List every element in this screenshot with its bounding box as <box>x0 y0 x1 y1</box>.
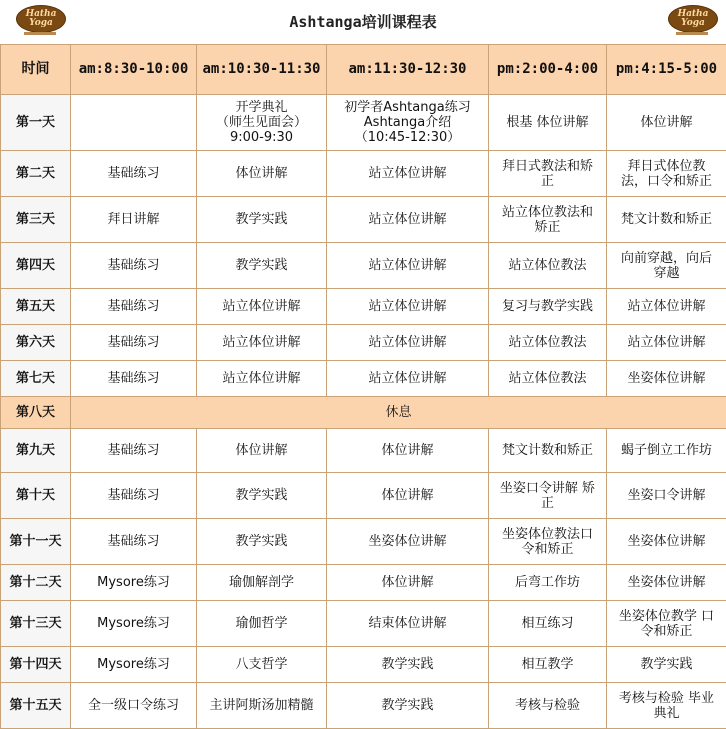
table-row <box>1 647 726 683</box>
table-cell <box>71 151 197 197</box>
cell-text: 教学实践 <box>329 657 486 672</box>
table-row <box>1 197 726 243</box>
cell-text: Mysore练习 <box>73 657 194 672</box>
cell-text: 站立体位教法 <box>491 371 604 386</box>
day-label: 第四天 <box>1 243 71 289</box>
table-row <box>1 95 726 151</box>
cell-text: 瑜伽解剖学 <box>199 575 324 590</box>
cell-text: 基础练习 <box>73 258 194 273</box>
table-cell <box>71 429 197 473</box>
cell-text: 站立体位讲解 <box>609 299 724 314</box>
table-row <box>1 361 726 397</box>
table-cell <box>71 473 197 519</box>
table-cell <box>71 361 197 397</box>
table-row <box>1 519 726 565</box>
rest-day-cell: 休息 <box>71 397 726 429</box>
table-cell <box>607 197 726 243</box>
page-title: Ashtanga培训课程表 <box>0 0 726 44</box>
cell-text: 坐姿体位讲解 <box>609 534 724 549</box>
table-cell <box>71 243 197 289</box>
table-row <box>1 565 726 601</box>
cell-text: 相互练习 <box>491 616 604 631</box>
hatha-yoga-logo-right <box>666 5 718 37</box>
schedule-table <box>0 44 726 729</box>
table-cell <box>197 647 327 683</box>
table-cell <box>607 519 726 565</box>
cell-text: 体位讲解 <box>329 575 486 590</box>
table-cell <box>327 289 489 325</box>
table-cell <box>607 361 726 397</box>
cell-text: 八支哲学 <box>199 657 324 672</box>
table-cell <box>607 565 726 601</box>
table-cell <box>71 601 197 647</box>
logo-line-1: Hatha <box>26 10 57 19</box>
cell-text: 站立体位教法 <box>491 258 604 273</box>
logo-badge <box>668 5 718 33</box>
table-cell <box>197 243 327 289</box>
cell-text: 基础练习 <box>73 534 194 549</box>
table-cell <box>327 197 489 243</box>
table-cell <box>197 325 327 361</box>
cell-text: 基础练习 <box>73 299 194 314</box>
cell-text: 教学实践 <box>199 488 324 503</box>
cell-text: 站立体位讲解 <box>329 166 486 181</box>
cell-text: 体位讲解 <box>199 443 324 458</box>
cell-text: 站立体位讲解 <box>329 299 486 314</box>
table-cell <box>607 601 726 647</box>
table-cell <box>71 519 197 565</box>
cell-text: 向前穿越，向后 穿越 <box>609 251 724 281</box>
cell-text: 坐姿口令讲解 矫 正 <box>491 481 604 511</box>
cell-text: 教学实践 <box>199 258 324 273</box>
cell-text: 开学典礼 （师生见面会） 9:00-9:30 <box>199 100 324 145</box>
table-cell <box>327 519 489 565</box>
table-cell <box>489 473 607 519</box>
table-cell <box>197 151 327 197</box>
cell-text: 站立体位教法 <box>491 335 604 350</box>
table-cell <box>71 565 197 601</box>
table-cell <box>71 289 197 325</box>
cell-text: 站立体位讲解 <box>199 335 324 350</box>
table-row <box>1 473 726 519</box>
table-cell <box>197 361 327 397</box>
table-cell <box>71 647 197 683</box>
table-cell <box>327 95 489 151</box>
cell-text: 站立体位讲解 <box>329 258 486 273</box>
cell-text: 坐姿体位讲解 <box>609 371 724 386</box>
table-cell <box>197 473 327 519</box>
table-cell <box>327 601 489 647</box>
column-header-slot-4: pm:2:00-4:00 <box>489 45 607 95</box>
cell-text: 基础练习 <box>73 488 194 503</box>
cell-text: 坐姿体位讲解 <box>609 575 724 590</box>
column-header-time: 时间 <box>1 45 71 95</box>
cell-text: 体位讲解 <box>199 166 324 181</box>
cell-text: 站立体位教法和 矫正 <box>491 205 604 235</box>
table-cell <box>197 601 327 647</box>
cell-text: 坐姿体位讲解 <box>329 534 486 549</box>
day-label: 第十天 <box>1 473 71 519</box>
table-row <box>1 289 726 325</box>
table-cell <box>197 197 327 243</box>
cell-text: 站立体位讲解 <box>199 299 324 314</box>
column-header-slot-5: pm:4:15-5:00 <box>607 45 726 95</box>
cell-text: 复习与教学实践 <box>491 299 604 314</box>
cell-text: 初学者Ashtanga练习 Ashtanga介绍 （10:45-12:30） <box>329 100 486 145</box>
day-label: 第十四天 <box>1 647 71 683</box>
day-label: 第十三天 <box>1 601 71 647</box>
table-cell <box>489 95 607 151</box>
table-cell <box>607 243 726 289</box>
table-cell <box>327 361 489 397</box>
table-cell <box>489 683 607 729</box>
table-cell <box>197 429 327 473</box>
table-cell <box>489 601 607 647</box>
cell-text: 全一级口令练习 <box>73 698 194 713</box>
table-cell <box>489 325 607 361</box>
cell-text: 教学实践 <box>199 212 324 227</box>
day-label: 第三天 <box>1 197 71 243</box>
cell-text: Mysore练习 <box>73 575 194 590</box>
day-label: 第十五天 <box>1 683 71 729</box>
cell-text: 基础练习 <box>73 166 194 181</box>
logo-line-2: Yoga <box>681 19 705 28</box>
table-cell <box>197 95 327 151</box>
cell-text: 站立体位讲解 <box>329 371 486 386</box>
table-cell <box>607 473 726 519</box>
table-cell <box>489 429 607 473</box>
table-cell <box>327 243 489 289</box>
cell-text: 站立体位讲解 <box>329 212 486 227</box>
cell-text: 根基 体位讲解 <box>491 115 604 130</box>
cell-text: 教学实践 <box>199 534 324 549</box>
cell-text: 主讲阿斯汤加精髓 <box>199 698 324 713</box>
cell-text: 蝎子倒立工作坊 <box>609 443 724 458</box>
table-cell <box>607 683 726 729</box>
cell-text: 体位讲解 <box>329 443 486 458</box>
table-cell <box>327 429 489 473</box>
cell-text: 体位讲解 <box>329 488 486 503</box>
table-cell <box>327 647 489 683</box>
logo-line-2: Yoga <box>29 19 53 28</box>
cell-text: 拜日讲解 <box>73 212 194 227</box>
cell-text: 结束体位讲解 <box>329 616 486 631</box>
cell-text: 基础练习 <box>73 335 194 350</box>
cell-text: 后弯工作坊 <box>491 575 604 590</box>
table-cell <box>489 243 607 289</box>
header-row <box>1 45 726 95</box>
cell-text: Mysore练习 <box>73 616 194 631</box>
column-header-slot-1: am:8:30-10:00 <box>71 45 197 95</box>
table-cell <box>489 647 607 683</box>
day-label: 第六天 <box>1 325 71 361</box>
table-row <box>1 601 726 647</box>
cell-text: 站立体位讲解 <box>329 335 486 350</box>
day-label: 第十二天 <box>1 565 71 601</box>
table-cell <box>71 95 197 151</box>
table-cell <box>71 325 197 361</box>
cell-text: 考核与检验 <box>491 698 604 713</box>
table-row <box>1 429 726 473</box>
day-label: 第八天 <box>1 397 71 429</box>
schedule-body <box>1 95 726 729</box>
day-label: 第九天 <box>1 429 71 473</box>
cell-text: 考核与检验 毕业 典礼 <box>609 691 724 721</box>
table-cell <box>327 565 489 601</box>
column-header-slot-3: am:11:30-12:30 <box>327 45 489 95</box>
table-cell <box>197 519 327 565</box>
day-label: 第十一天 <box>1 519 71 565</box>
table-cell <box>607 647 726 683</box>
table-cell <box>607 289 726 325</box>
cell-text: 体位讲解 <box>609 115 724 130</box>
table-cell <box>197 565 327 601</box>
cell-text: 坐姿体位教学 口 令和矫正 <box>609 609 724 639</box>
table-cell <box>197 289 327 325</box>
logo-line-1: Hatha <box>678 10 709 19</box>
day-label: 第七天 <box>1 361 71 397</box>
table-cell <box>489 197 607 243</box>
cell-text: 坐姿口令讲解 <box>609 488 724 503</box>
column-header-slot-2: am:10:30-11:30 <box>197 45 327 95</box>
table-cell <box>489 289 607 325</box>
cell-text: 梵文计数和矫正 <box>609 212 724 227</box>
cell-text: 教学实践 <box>329 698 486 713</box>
logo-underline <box>676 32 708 35</box>
table-cell <box>607 325 726 361</box>
cell-text: 拜日式体位教 法，口令和矫正 <box>609 159 724 189</box>
cell-text: 拜日式教法和矫 正 <box>491 159 604 189</box>
table-cell <box>607 151 726 197</box>
cell-text: 教学实践 <box>609 657 724 672</box>
table-cell <box>607 95 726 151</box>
table-cell <box>489 361 607 397</box>
table-cell <box>489 151 607 197</box>
day-label: 第二天 <box>1 151 71 197</box>
table-row <box>1 151 726 197</box>
table-cell <box>327 473 489 519</box>
title-bar <box>0 0 726 44</box>
cell-text: 基础练习 <box>73 371 194 386</box>
day-label: 第一天 <box>1 95 71 151</box>
cell-text: 相互教学 <box>491 657 604 672</box>
table-cell <box>489 565 607 601</box>
table-row <box>1 325 726 361</box>
cell-text: 梵文计数和矫正 <box>491 443 604 458</box>
table-cell <box>607 429 726 473</box>
table-row <box>1 683 726 729</box>
table-row <box>1 243 726 289</box>
table-cell <box>327 151 489 197</box>
cell-text: 坐姿体位教法口 令和矫正 <box>491 527 604 557</box>
table-cell <box>327 325 489 361</box>
cell-text: 瑜伽哲学 <box>199 616 324 631</box>
table-cell <box>71 683 197 729</box>
day-label: 第五天 <box>1 289 71 325</box>
cell-text: 站立体位讲解 <box>199 371 324 386</box>
table-cell <box>489 519 607 565</box>
table-cell <box>327 683 489 729</box>
cell-text: 基础练习 <box>73 443 194 458</box>
cell-text: 站立体位讲解 <box>609 335 724 350</box>
table-cell <box>197 683 327 729</box>
table-cell <box>71 197 197 243</box>
table-row <box>1 397 726 429</box>
